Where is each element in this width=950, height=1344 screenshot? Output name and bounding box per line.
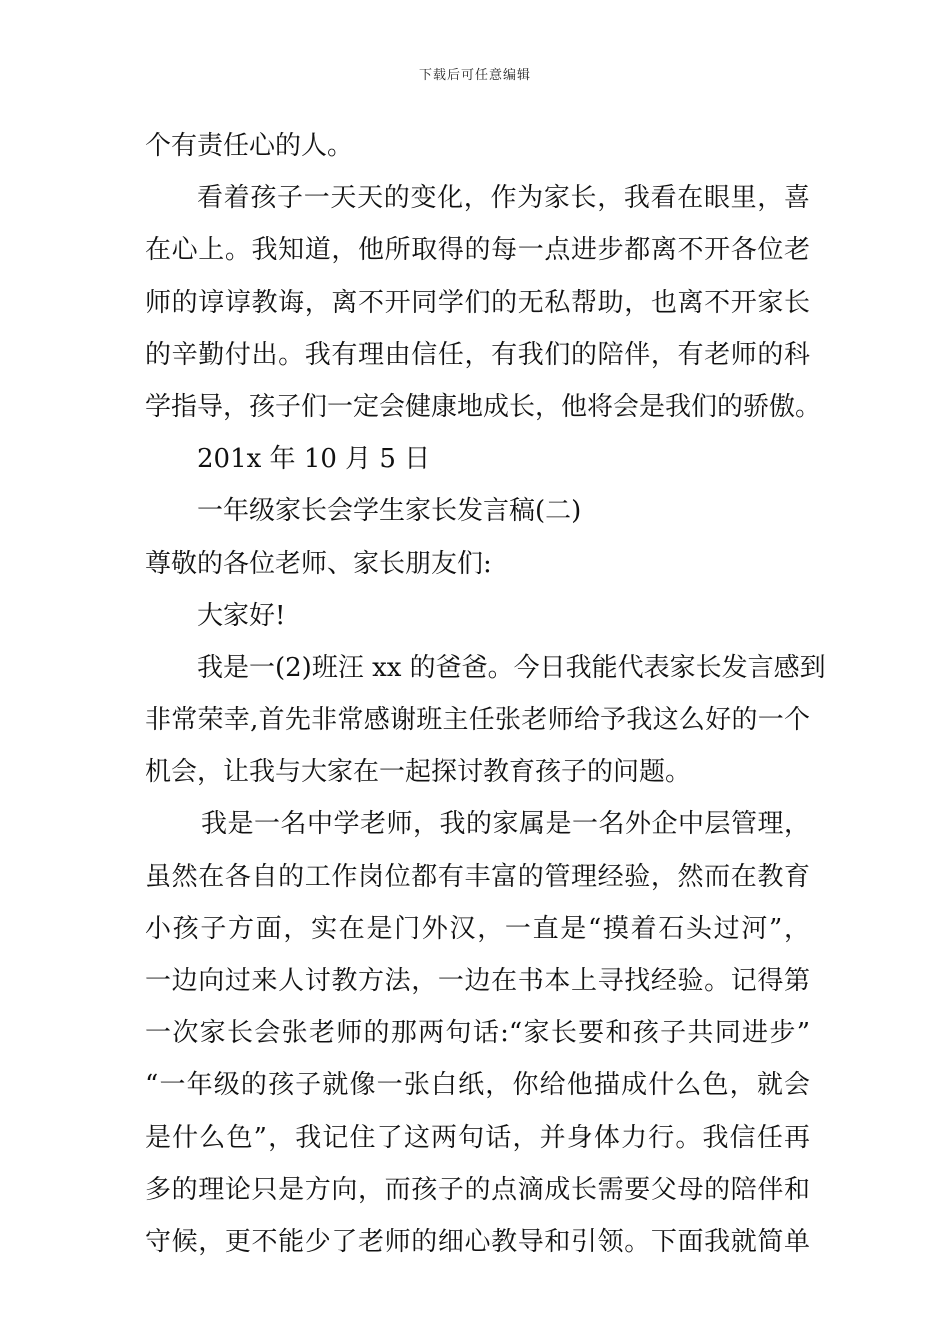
text-line-4: 师的谆谆教诲，离不开同学们的无私帮助，也离不开家长 (145, 287, 810, 318)
text-line-2: 看着孩子一天天的变化，作为家长，我看在眼里，喜 (197, 183, 810, 214)
text-line-3: 在心上。我知道，他所取得的每一点进步都离不开各位老 (145, 235, 810, 266)
text-line-1: 个有责任心的人。 (145, 131, 354, 161)
text-line-12: 非常荣幸,首先非常感谢班主任张老师给予我这么好的一个 (145, 705, 810, 736)
page-header: 下载后可任意编辑 (418, 68, 531, 83)
document-body (145, 120, 826, 1268)
date-line: 201x 年 10 月 5 日 (197, 444, 431, 475)
text-line-21: 多的理论只是方向，而孩子的点滴成长需要父母的陪伴和 (145, 1174, 810, 1205)
text-line-20: 是什么色”，我记住了这两句话，并身体力行。我信任再 (145, 1122, 810, 1153)
text-line-13: 机会，让我与大家在一起探讨教育孩子的问题。 (145, 757, 692, 788)
text-line-19: “一年级的孩子就像一张白纸，你给他描成什么色，就会 (145, 1070, 810, 1101)
greeting: 大家好! (197, 600, 286, 631)
text-line-5: 的辛勤付出。我有理由信任，有我们的陪伴，有老师的科 (145, 339, 810, 370)
text-line-17: 一边向过来人讨教方法，一边在书本上寻找经验。记得第 (145, 966, 810, 996)
text-line-14: 我是一名中学老师，我的家属是一名外企中层管理， (201, 809, 810, 840)
text-line-11: 我是一(2)班汪 xx 的爸爸。今日我能代表家长发言感到 (197, 652, 826, 683)
text-line-22: 守候，更不能少了老师的细心教导和引领。下面我就简单 (145, 1226, 810, 1257)
text-line-16: 小孩子方面，实在是门外汉，一直是“摸着石头过河”， (145, 913, 810, 944)
salutation: 尊敬的各位老师、家长朋友们: (145, 548, 492, 579)
text-line-6: 学指导，孩子们一定会健康地成长，他将会是我们的骄傲。 (145, 391, 822, 422)
text-line-18: 一次家长会张老师的那两句话:“家长要和孩子共同进步” (145, 1018, 810, 1049)
section-title: 一年级家长会学生家长发言稿(二) (197, 496, 582, 527)
text-line-15: 虽然在各自的工作岗位都有丰富的管理经验，然而在教育 (145, 861, 810, 892)
